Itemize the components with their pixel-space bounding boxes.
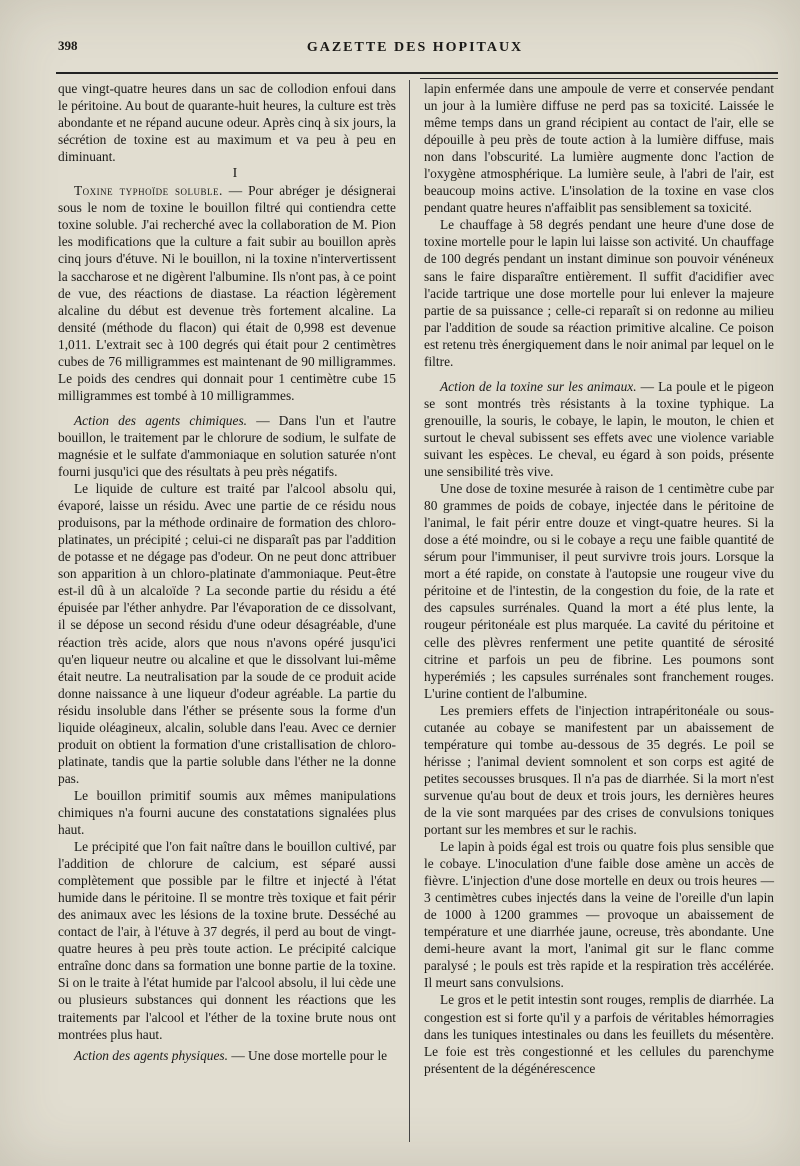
paragraph-heading: Action des agents physiques. <box>74 1047 228 1063</box>
paragraph-body: — Une dose mortelle pour le <box>227 1047 388 1063</box>
paragraph <box>58 182 396 404</box>
column-divider <box>409 80 410 1142</box>
paragraph: Le gros et le petit intestin sont rouges, remplis de diarrhée. La congestion est si forte qu'il y a parfois de véritables hémorragies dans les tuniques intestinales ou dans les feuillets du mésentère. Le foie est très congestionné et les cellules du parenchyme présentent de la dégénérescence <box>424 992 774 1076</box>
page-header <box>50 34 780 62</box>
header-rule-secondary <box>420 78 778 79</box>
paragraph: Le précipité que l'on fait naître dans le bouillon cultivé, par l'addition de chlorure de calcium, est séparé aussi complètement que possible par le filtre et injecté à l'état humide dans le péritoine. Il se montre très toxique et fait périr des animaux avec les lésions de la toxine brute. Desséché au contact de l'air, à l'étuve à 37 degrés, il perd au bout de vingt-quatre heures à peu près toute action. Le précipité calcique entraîne donc dans sa formation une bonne partie de la toxine. Si on le traite à l'état humide par l'alcool absolu, il lui cède une ou plusieurs substances qui donnent les réactions que les traitements par l'alcool et l'éther de la toxine brute nous ont montrées plus haut. <box>58 839 396 1042</box>
paragraph <box>58 412 396 480</box>
paragraph-body: — Pour abréger je désignerai sous le nom de toxine le bouillon filtré qui contiendra cette toxine soluble. J'ai recherché avec la collaboration de M. Pion les modifications que la culture a fait subir au bouillon après cinq jours d'étuve. Ni le bouillon, ni la toxine n'intervertissent la saccharose et ne digèrent l'albumine. Ils n'ont pas, à ce point de vue, des réactions de diastase. La réaction légèrement alcaline du début est devenue très fortement alcaline. La densité (méthode du flacon) qui était de 0,998 est devenue 1,011. L'extrait sec à 100 degrés qui était pour 2 centimètres cubes de 76 milligrammes est maintenant de 90 milligrammes. Le poids des cendres qui donnait pour 1 centimètre cube 15 milligrammes est tombé à 10 milligrammes. <box>58 183 396 403</box>
paragraph: Le chauffage à 58 degrés pendant une heure d'une dose de toxine mortelle pour le lapin lui laisse son activité. Un chauffage de 100 degrés pendant un instant diminue son pouvoir vénéneux sans le faire disparaître entièrement. Il suffit d'acidifier avec l'acide tartrique une dose mortelle pour lui enlever la majeure partie de sa puissance ; celle-ci reparaît si on redonne au milieu par l'addition de soude sa réaction primitive alcaline. Ce poison est retenu très énergiquement dans le noir animal par lequel on le filtre. <box>424 217 774 369</box>
paragraph-heading: Action des agents chimiques. <box>74 412 248 428</box>
paragraph: lapin enfermée dans une ampoule de verre et conservée pendant un jour à la lumière diffuse ne perd pas sa toxicité. Laissée le même temps dans un grand récipient au contact de l'air, elle se dépouille à peu près de toute action à la lumière diffuse, mais non dans l'obscurité. La lumière augmente donc l'action de l'oxygène atmosphérique. La lumière seule, à l'abri de l'air, est beaucoup moins active. L'insolation de la toxine en vase clos pendant quatre heures n'affaiblit pas sensiblement sa toxicité. <box>424 81 774 216</box>
paragraph <box>58 1047 396 1064</box>
paragraph: Une dose de toxine mesurée à raison de 1 centimètre cube par 80 grammes de poids de cobaye, injectée dans le péritoine de l'animal, le fait périr entre douze et vingt-quatre heures. Si la dose a été moindre, ou si le cobaye a reçu une faible quantité de sérum pour l'immuniser, il peut survivre trois jours. Lorsque la mort a été rapide, on constate à l'autopsie une rougeur vive du péritoine et de l'intestin, de la congestion du foie, de la rate et des capsules surrénales. Quand la mort a été plus lente, la rougeur péritonéale est plus marquée. La cavité du péritoine et celle des plèvres renferment une petite quantité de sérosité citrine et parfois un peu de fibrine. Les poumons sont hyperémiés ; les capsules surrénales sont franchement rouges. L'urine contient de l'albumine. <box>424 481 774 701</box>
page-number: 398 <box>58 38 78 53</box>
paragraph: Le bouillon primitif soumis aux mêmes manipulations chimiques n'a fourni aucune des constatations signalées plus haut. <box>58 787 396 838</box>
paragraph: que vingt-quatre heures dans un sac de collodion enfoui dans le péritoine. Au bout de quarante-huit heures, la culture est très abondante et ne répand aucune odeur. Après cinq à six jours, la sécrétion de toxine est au maximum et va peu à peu en diminuant. <box>58 81 396 165</box>
right-column <box>424 80 774 1077</box>
paragraph-body: — Dans l'un et l'autre bouillon, le traitement par le chlorure de sodium, le sulfate de magnésie et le sulfate d'ammoniaque en solution saturée n'ont fourni jusqu'ici que des résultats à peu près négatifs. <box>58 412 397 480</box>
section-number: I <box>232 166 238 182</box>
header-rule <box>56 72 778 74</box>
paragraph-heading: Toxine typhoïde soluble. <box>74 183 223 199</box>
paragraph <box>424 378 774 480</box>
paragraph-heading: Action de la toxine sur les animaux. <box>440 378 637 394</box>
left-column <box>58 80 396 1064</box>
paragraph: Le lapin à poids égal est trois ou quatre fois plus sensible que le cobaye. L'inoculation d'une faible dose amène un accès de fièvre. L'injection d'une dose mortelle en deux ou trois heures — 3 centimètres cubes injectés dans la veine de l'oreille d'un lapin de 1000 à 1200 grammes — provoque un abaissement de température et une diarrhée jaune, ocreuse, très abondante. Une demi-heure avant la mort, l'animal git sur le flanc comme paralysé ; le pouls est très rapide et la respiration très accélérée. Il meurt sans convulsions. <box>424 839 774 991</box>
paragraph: Le liquide de culture est traité par l'alcool absolu qui, évaporé, laisse un résidu. Avec une partie de ce résidu nous produisons, par la méthode ordinaire de formation des chloro-platinates, un précipité ; celui-ci ne disparaît pas par l'addition de potasse et ne dégage pas d'odeur. On ne peut donc attribuer son apparition à un chloro-platinate d'ammoniaque. Peut-être est-il dû à un alcaloïde ? La seconde partie du résidu a été épuisée par l'éther anhydre. Par l'évaporation de ce dissolvant, il se dépose un second résidu d'une odeur désagréable, d'une réaction très acide, alors que nous n'avons opéré jusqu'ici qu'en liqueur neutre ou alcaline et que le dissolvant lui-même était neutre. La neutralisation par la soude de ce produit acide donne naissance à une liqueur d'odeur agréable. La partie du résidu insoluble dans l'éther se présente sous la forme d'un liquide oléagineux, alcalin, soluble dans l'eau. Avec ce dernier produit on obtient la formation d'une cristallisation de chloro-platinate, tandis que la partie soluble dans l'éther ne la donne pas. <box>58 481 396 786</box>
journal-title: GAZETTE DES HOPITAUX <box>306 40 524 55</box>
paragraph-body: — La poule et le pigeon se sont montrés très résistants à la toxine typhique. La grenouille, la souris, le cobaye, le lapin, le mouton, le chien et surtout le cheval subissent ses effets avec une violence variable suivant les espèces. Le cheval, eu égard à son poids, présente une sensibilité très vive. <box>424 378 774 480</box>
paragraph: Les premiers effets de l'injection intrapéritonéale ou sous-cutanée au cobaye se manifestent par un abaissement de température qui tombe au-dessous de 35 degrés. Le poil se hérisse ; l'animal devient somnolent et son corps est agité de petites secousses brusques. Il n'a pas de diarrhée. Si la mort n'est survenue qu'au bout de deux et trois jours, les dernières heures de la vie sont marquées par des crises de convulsions toniques portant sur les membres et sur le rachis. <box>424 702 774 838</box>
